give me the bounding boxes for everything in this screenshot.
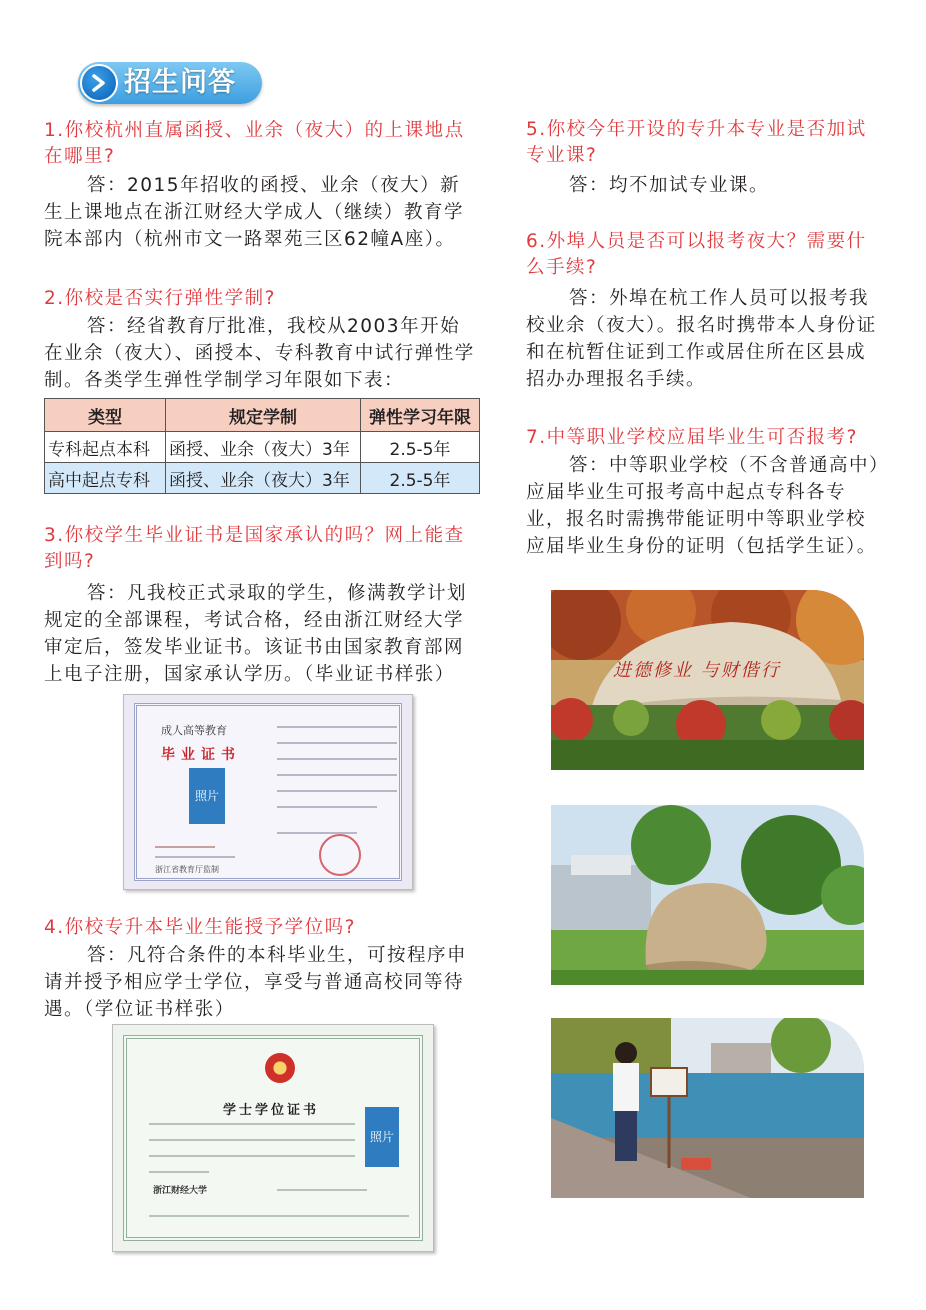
question-2: 2.你校是否实行弹性学制? <box>44 288 276 309</box>
question-5: 5.你校今年开设的专升本专业是否加试专业课? <box>526 119 867 166</box>
table-cell: 函授、业余（夜大）3年 <box>166 463 361 494</box>
schooling-table <box>44 398 480 494</box>
certificate-school: 浙江财经大学 <box>153 1186 208 1196</box>
question-7: 7.中等职业学校应届毕业生可否报考? <box>526 427 858 448</box>
answer-5: 答：均不加试专业课。 <box>569 175 770 196</box>
certificate-heading: 成人高等教育 <box>161 724 227 737</box>
question-4: 4.你校专升本毕业生能授予学位吗? <box>44 917 356 938</box>
table-cell: 2.5-5年 <box>361 463 480 494</box>
certificate-issuer: 浙江省教育厅监制 <box>155 865 219 874</box>
answer-4: 答：凡符合条件的本科毕业生，可按程序申请并授予相应学士学位，享受与普通高校同等待遇。（学位证书样张） <box>44 945 468 1020</box>
table-cell: 函授、业余（夜大）3年 <box>166 432 361 463</box>
section-title: 招生问答 <box>124 67 236 98</box>
table-header: 类型 <box>45 399 166 432</box>
answer-7: 答：中等职业学校（不含普通高中）应届毕业生可报考高中起点专科各专业，报名时需携带能证明中等职业学校应届毕业生身份的证明（包括学生证）。 <box>526 455 880 557</box>
table-cell: 专科起点本科 <box>45 432 166 463</box>
question-3: 3.你校学生毕业证书是国家承认的吗？网上能查到吗? <box>44 525 465 572</box>
table-row <box>45 463 480 494</box>
answer-1: 答：2015年招收的函授、业余（夜大）新生上课地点在浙江财经大学成人（继续）教育学院本部内（杭州市文一路翠苑三区62幢A座）。 <box>44 175 465 250</box>
answer-2: 答：经省教育厅批准，我校从2003年开始在业余（夜大）、函授本、专科教育中试行弹性学制。各类学生弹性学制学习年限如下表： <box>44 316 475 391</box>
table-cell: 高中起点专科 <box>45 463 166 494</box>
answer-3: 答：凡我校正式录取的学生，修满教学计划规定的全部课程，考试合格，经由浙江财经大学审定后，签发毕业证书。该证书由国家教育部网上电子注册，国家承认学历。（毕业证书样张） <box>44 583 468 685</box>
table-header: 规定学制 <box>166 399 361 432</box>
certificate-title: 毕业证书 <box>161 747 241 763</box>
answer-6: 答：外埠在杭工作人员可以报考我校业余（夜大）。报名时携带本人身份证和在杭暂住证到工作或居住所在区县成招办办理报名手续。 <box>526 288 877 390</box>
degree-certificate-image <box>112 1024 434 1252</box>
question-1: 1.你校杭州直属函授、业余（夜大）的上课地点在哪里? <box>44 120 465 167</box>
campus-photo-lake-painter <box>551 1018 864 1198</box>
photo-placeholder: 照片 <box>365 1107 399 1167</box>
campus-photo-boulder <box>551 805 864 985</box>
question-6: 6.外埠人员是否可以报考夜大？需要什么手续? <box>526 231 867 278</box>
table-cell: 2.5-5年 <box>361 432 480 463</box>
chevron-right-icon <box>80 64 118 102</box>
table-header: 弹性学习年限 <box>361 399 480 432</box>
certificate-title: 学士学位证书 <box>223 1103 320 1118</box>
stone-inscription: 进德修业 与财偕行 <box>613 660 781 681</box>
national-emblem-icon <box>265 1053 295 1083</box>
table-row <box>45 432 480 463</box>
graduation-certificate-image <box>123 694 413 890</box>
campus-photo-stone-motto <box>551 590 864 770</box>
photo-placeholder: 照片 <box>189 768 225 824</box>
seal-icon <box>319 834 361 876</box>
